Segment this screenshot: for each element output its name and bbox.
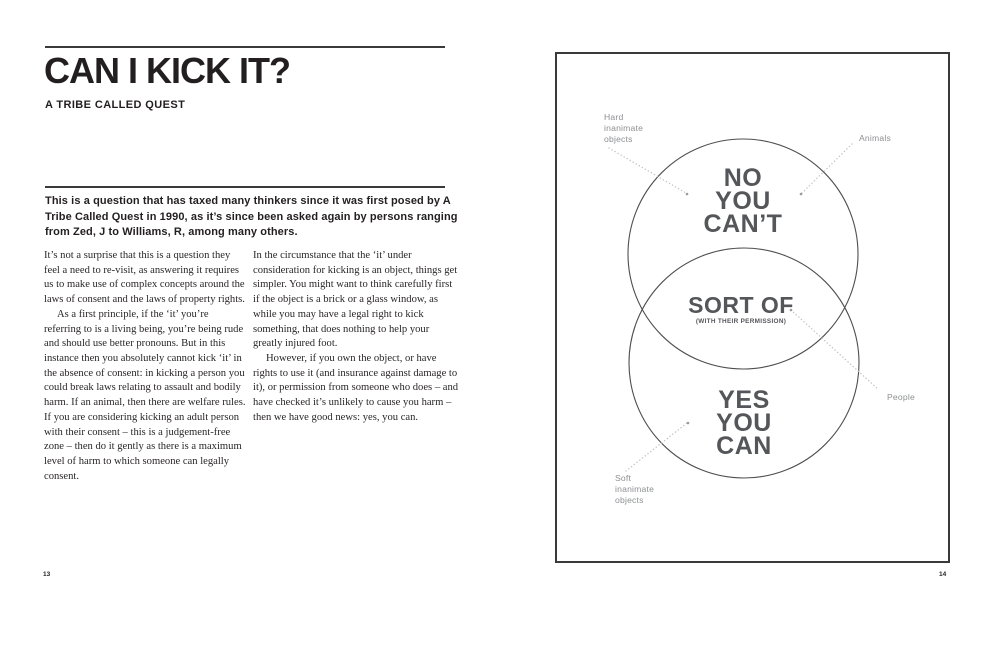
intro-rule — [45, 186, 445, 188]
column2-paragraph-1: In the circumstance that the ‘it’ under consideration for kicking is an object, things get simpler. You might want to think carefully first if the object is a brick or a glass window, as while you may have a legal right to kick something, that does nothing to help your greatly injured foot. — [253, 250, 458, 350]
venn-diagram-panel — [555, 52, 950, 563]
callout-dot-animals — [800, 193, 803, 196]
label-soft-line2: inanimate — [615, 484, 655, 494]
page-number-right: 14 — [939, 571, 947, 578]
venn-bottom-text-line1: YES — [718, 386, 770, 414]
venn-bottom-text-line3: CAN — [716, 432, 772, 460]
venn-intersection-title: SORT OF — [688, 292, 794, 318]
artist-subtitle: A TRIBE CALLED QUEST — [45, 99, 186, 111]
label-hard-line2: inanimate — [604, 123, 644, 133]
venn-intersection-subtitle: (WITH THEIR PERMISSION) — [695, 318, 787, 325]
label-hard-line1: Hard — [604, 112, 624, 122]
intro-paragraph: This is a question that has taxed many thinkers since it was first posed by A Tribe Called Quest in 1990, as it’s since been asked again by persons ranging from Zed, J to Williams, R, among many others. — [45, 195, 458, 239]
callout-dot-hard — [686, 193, 689, 196]
venn-bottom-text-line2: YOU — [716, 409, 772, 437]
column1-paragraph-1: It’s not a surprise that this is a question they feel a need to re-visit, as answering it requires us to make use of complex concepts around the laws of consent and the laws of property rights. — [44, 250, 245, 306]
label-people: People — [887, 392, 915, 402]
callout-line-people — [791, 310, 879, 390]
callout-line-animals — [802, 144, 852, 193]
page-title: CAN I KICK IT? — [44, 50, 290, 91]
label-hard-line3: objects — [604, 134, 633, 144]
top-rule — [45, 46, 445, 48]
column2-paragraph-2: However, if you own the object, or have rights to use it (and insurance against damage to it), or permission from someone who does – and have checked it’s unlikely to cause you harm – then we have good news: yes, you can. — [253, 353, 459, 423]
callout-line-soft — [626, 423, 687, 471]
label-animals: Animals — [859, 133, 891, 143]
page-number-left: 13 — [43, 571, 51, 578]
callout-dot-soft — [687, 422, 690, 425]
venn-top-text-line2: YOU — [715, 187, 771, 215]
venn-top-text-line1: NO — [723, 164, 763, 192]
label-soft-line1: Soft — [615, 473, 632, 483]
venn-top-text-line3: CAN’T — [703, 210, 783, 238]
body-column-1 — [44, 249, 246, 485]
venn-diagram — [557, 54, 948, 561]
column1-paragraph-2: As a first principle, if the ‘it’ you’re referring to is a living being, you’re being rude and should use better pronouns. But in this instance then you absolutely cannot kick ‘it’ in the absence of consent: in kicking a person you could break laws relating to assault and bodily harm. If an animal, then there are welfare rules. If you are considering kicking an adult person with their consent – this is a judgement-free zone – then do it gently as there is a maximum level of harm to which someone can legally consent. — [44, 308, 246, 482]
callout-line-hard — [609, 148, 686, 193]
label-soft-line3: objects — [615, 495, 644, 505]
body-column-2 — [253, 249, 459, 426]
